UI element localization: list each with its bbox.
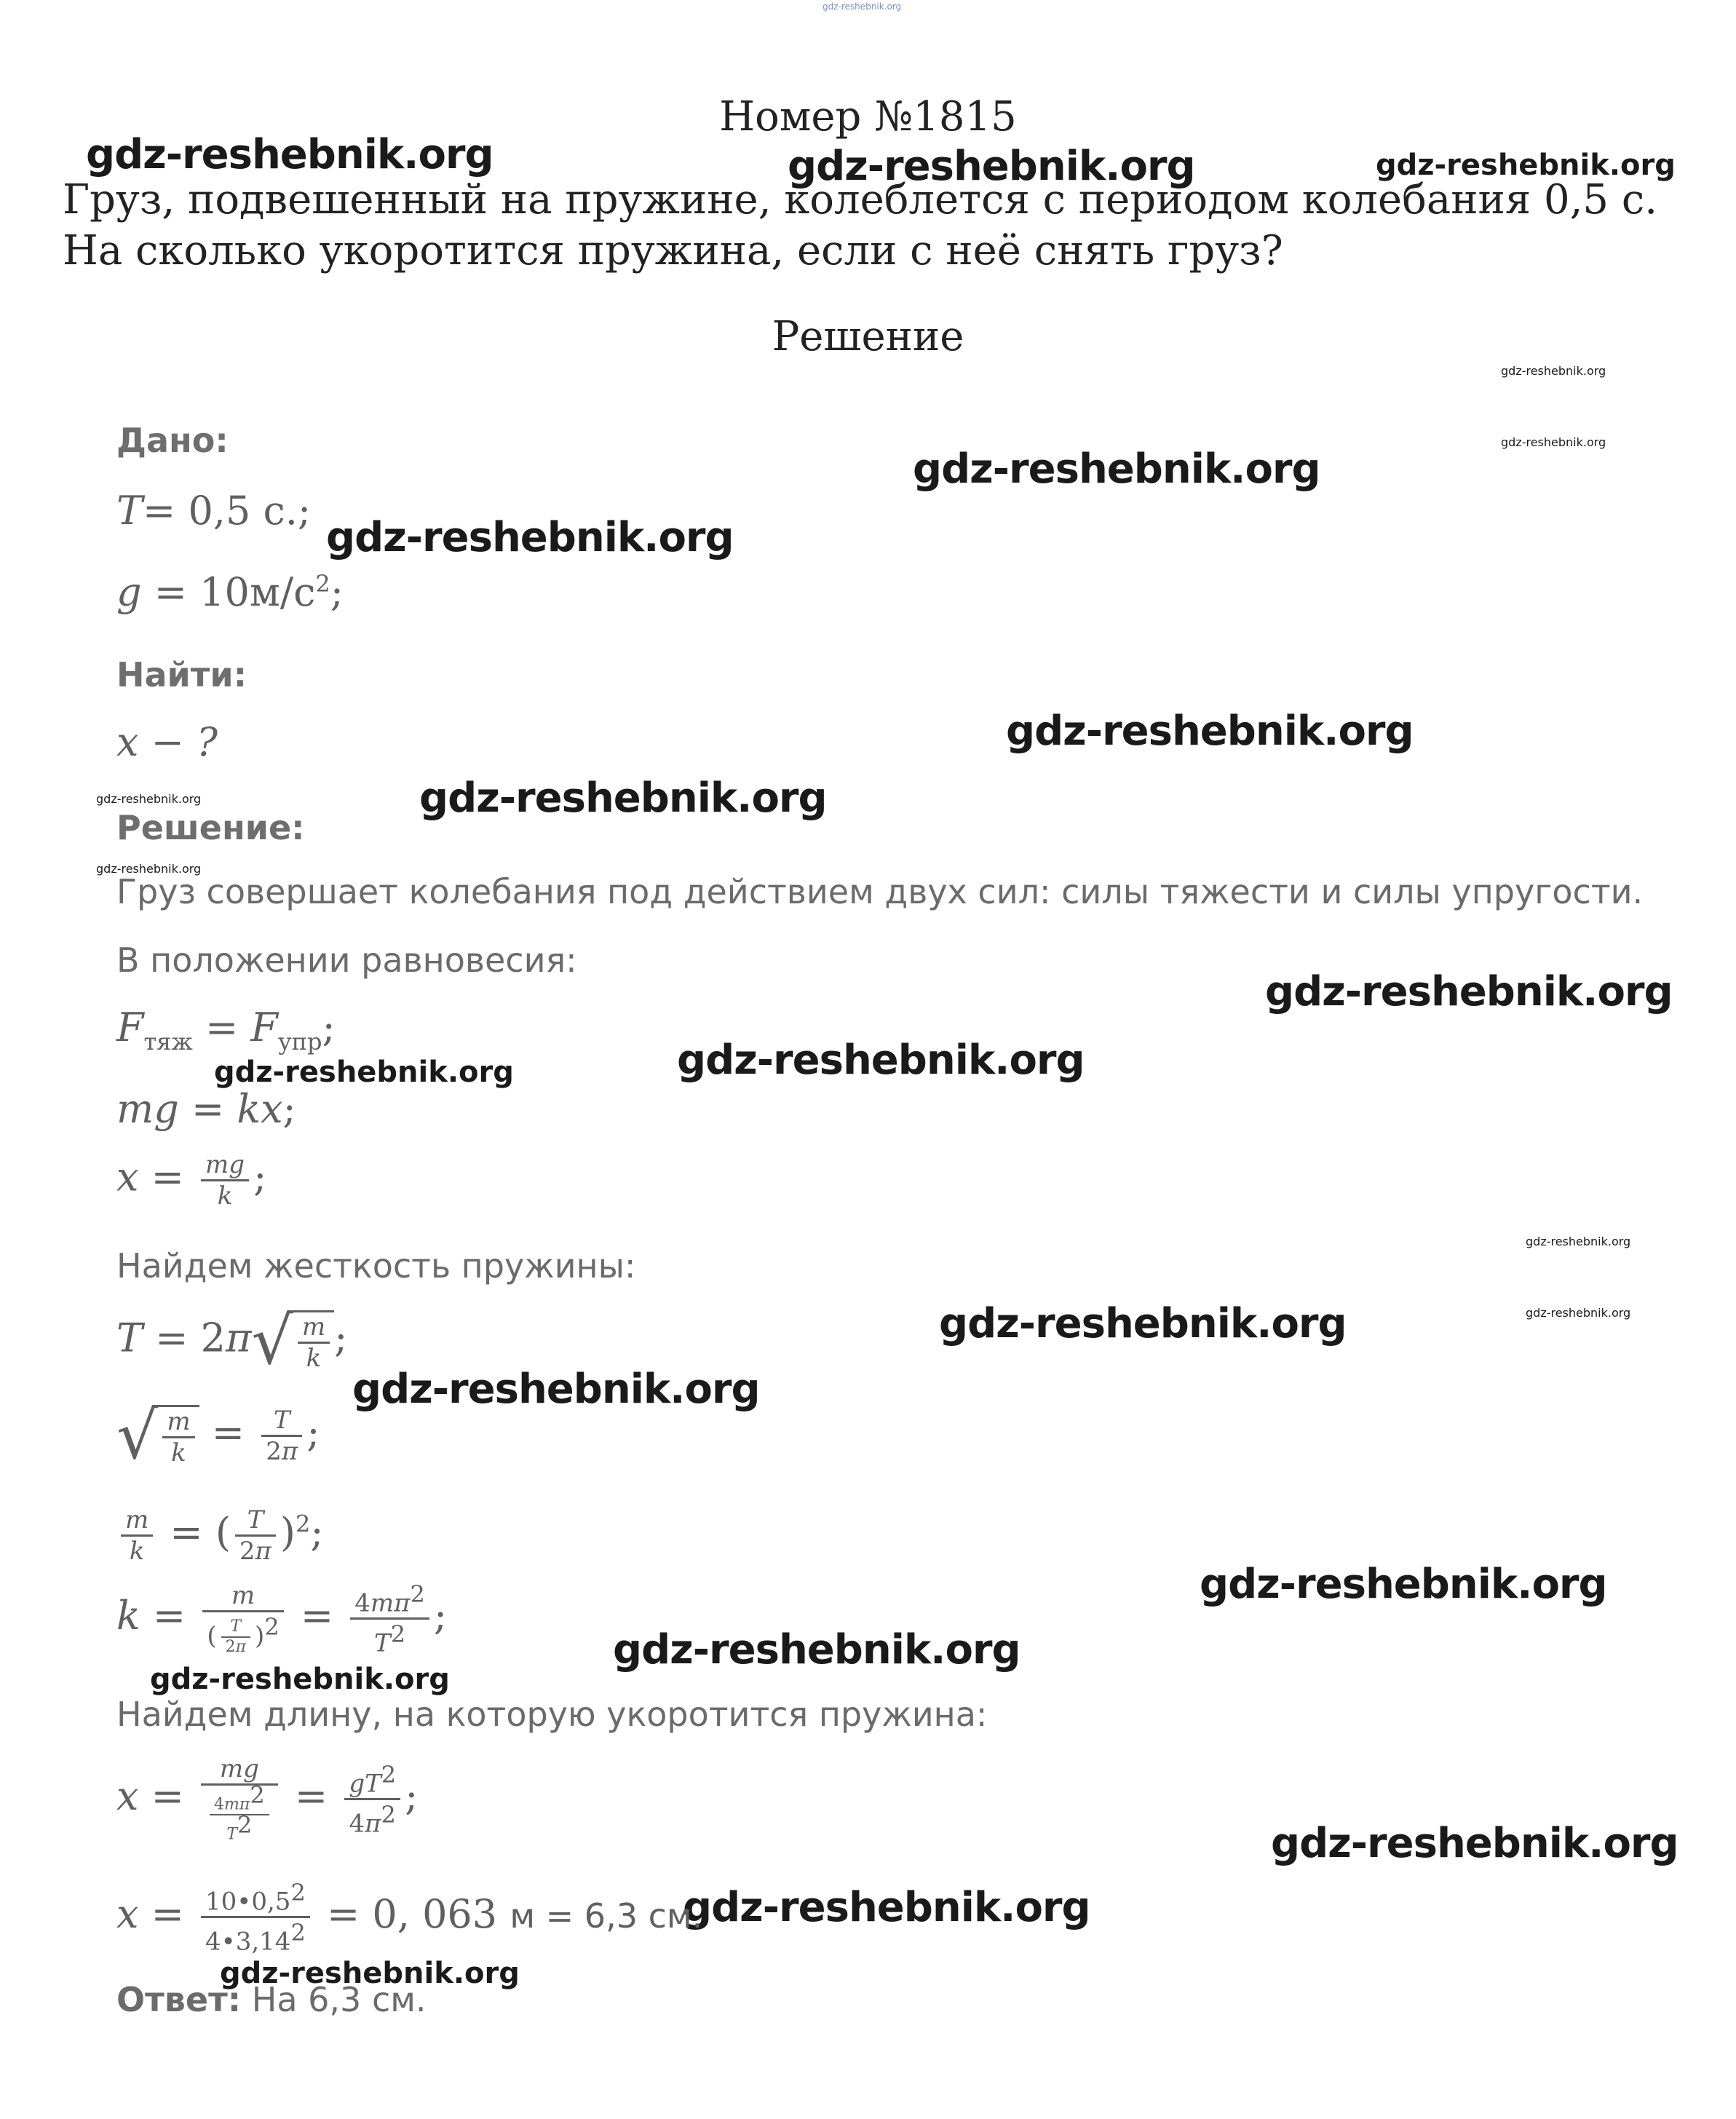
given-label: Дано: xyxy=(116,421,229,460)
watermark-top: gdz-reshebnik.org xyxy=(823,1,902,12)
stiffness-text: Найдем жесткость пружины: xyxy=(116,1246,636,1286)
watermark: gdz-reshebnik.org xyxy=(939,1300,1347,1347)
given-gravity-exponent: 2 xyxy=(315,570,330,598)
given-gravity-value: = 10м/с xyxy=(154,569,316,615)
given-gravity: $g = 10м/с^2$; xyxy=(116,569,344,615)
equilibrium-text: В положении равновесия: xyxy=(116,940,577,980)
solution-heading: Решение xyxy=(772,313,964,360)
given-gravity-end: ; xyxy=(330,569,344,615)
equation-x: x = $\frac{mg}{k}$ ; xyxy=(116,1150,267,1211)
length-text: Найдем длину, на которую укоротится пружина: xyxy=(116,1695,988,1734)
watermark: gdz-reshebnik.org xyxy=(86,131,494,178)
watermark: gdz-reshebnik.org xyxy=(1501,435,1606,449)
watermark: gdz-reshebnik.org xyxy=(1271,1820,1678,1867)
equation-result: x = $\frac{10•0,5^2}{4•3,14^2}$ = 0, 063 м = 6,3 см. xyxy=(116,1879,703,1957)
watermark: gdz-reshebnik.org xyxy=(683,1884,1090,1931)
watermark: gdz-reshebnik.org xyxy=(1265,968,1673,1015)
watermark: gdz-reshebnik.org xyxy=(1376,148,1676,182)
equation-ratio: $\frac{m}{k}$ = ( $\frac{T}{2\pi}$ )$^2$; xyxy=(116,1505,324,1566)
given-period-value: = 0,5 с.; xyxy=(143,488,312,534)
watermark: gdz-reshebnik.org xyxy=(788,143,1195,190)
given-period: T= 0,5 с.; xyxy=(116,488,312,534)
answer-text: На 6,3 см. xyxy=(251,1980,427,2019)
watermark: gdz-reshebnik.org xyxy=(150,1663,450,1696)
equation-k: k = m ( $\frac{T}{2\pi}$ )$^2$ = $\frac{4m\pi^2}{T^2}$ ; xyxy=(116,1580,448,1658)
answer-label: Ответ: xyxy=(116,1980,242,2019)
result-units: м = 6,3 см. xyxy=(510,1896,703,1936)
watermark: gdz-reshebnik.org xyxy=(214,1055,514,1089)
page-title: Номер №1815 xyxy=(719,93,1017,140)
answer-line xyxy=(116,1980,427,2019)
solution-intro: Груз совершает колебания под действием двух сил: силы тяжести и силы упругости. xyxy=(116,872,1644,911)
problem-statement: Груз, подвешенный на пружине, колеблется с периодом колебания 0,5 с. На сколько укоротится пружина, если с неё снять груз? xyxy=(63,176,1658,274)
equation-sqrt: √ $\frac{m}{k}$ = $\frac{T}{2\pi}$ ; xyxy=(116,1398,320,1474)
equation-period: T = 2π√ $\frac{m}{k}$ ; xyxy=(116,1303,348,1379)
watermark: gdz-reshebnik.org xyxy=(1006,708,1414,755)
watermark: gdz-reshebnik.org xyxy=(1526,1306,1631,1320)
watermark: gdz-reshebnik.org xyxy=(220,1957,520,1990)
watermark: gdz-reshebnik.org xyxy=(1200,1561,1607,1608)
watermark: gdz-reshebnik.org xyxy=(419,775,827,822)
watermark: gdz-reshebnik.org xyxy=(913,445,1320,493)
result-value: = 0, 063 xyxy=(326,1890,498,1937)
watermark: gdz-reshebnik.org xyxy=(352,1366,760,1413)
solution-label: Решение: xyxy=(116,808,305,847)
equation-mg-kx: mg = kx; xyxy=(116,1086,296,1132)
find-expr: x − ? xyxy=(116,719,218,765)
watermark: gdz-reshebnik.org xyxy=(1501,364,1606,378)
watermark: gdz-reshebnik.org xyxy=(96,862,202,876)
watermark: gdz-reshebnik.org xyxy=(1526,1235,1631,1248)
watermark: gdz-reshebnik.org xyxy=(96,792,202,806)
watermark: gdz-reshebnik.org xyxy=(613,1626,1020,1674)
find-label: Найти: xyxy=(116,655,247,694)
watermark: gdz-reshebnik.org xyxy=(677,1037,1085,1084)
watermark: gdz-reshebnik.org xyxy=(326,514,734,561)
equation-x-gt: x = $\frac{mg}{\frac{4m\pi^2}{T^2}}$ = $\frac{gT^2}{4\pi^2}$ ; xyxy=(116,1754,419,1844)
equation-forces: $F_{тяж} = F_{упр}$; xyxy=(116,1005,336,1055)
